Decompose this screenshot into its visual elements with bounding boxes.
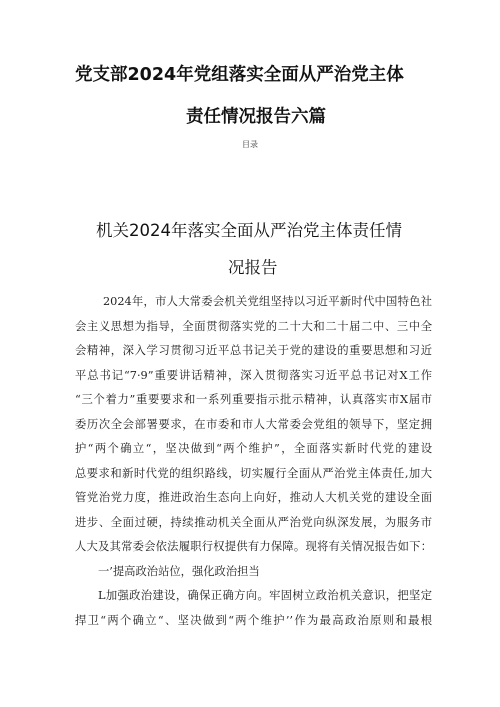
intro-paragraph-line: 2024年，市人大常委会机关党组坚持以习近平新时代中国特色社	[103, 295, 432, 308]
paragraph-2-line: 捍卫“两个确立“、坚决做到“两个维护’’作为最高政治原则和最根	[75, 613, 432, 627]
table-of-contents-label: 目录	[242, 140, 258, 149]
intro-paragraph-line: 平总书记“7·9”重要讲话精神，深入贯彻落实习近平总书记对X工作	[75, 368, 432, 382]
paragraph-2-line: L加强政治建设，确保正确方向。牢固树立政治机关意识，把坚定	[98, 589, 432, 602]
intro-paragraph-line: 管党治党力度，推进政治生态向上向好，推动人大机关党的建设全面	[75, 491, 432, 504]
intro-paragraph-line: “三个着力”重要要求和一系列重要指示批示精神，认真落实市X届市	[75, 393, 432, 406]
document-title-line-1: 党支部2024年党组落实全面从严治党主体	[75, 65, 404, 85]
body-text	[75, 290, 432, 633]
subheading-political-stance: 一’提高政治站位，强化政治担当	[98, 564, 260, 578]
intro-paragraph-line: 委历次全会部署要求，在市委和市人大常委会党组的领导下，坚定拥	[75, 417, 432, 431]
intro-paragraph-line: 护“两个确立“，坚决做到“两个维护”，全面落实新时代党的建设	[75, 442, 432, 455]
section-heading-line-2: 况报告	[228, 258, 278, 277]
section-heading-line-1: 机关2024年落实全面从严治党主体责任情	[96, 221, 402, 240]
intro-paragraph-line: 会主义思想为指导，全面贯彻落实党的二十大和二十届二中、三中全	[75, 319, 432, 333]
intro-paragraph-line: 会精神，深入学习贯彻习近平总书记关于党的建设的重要思想和习近	[75, 344, 432, 357]
intro-paragraph-line: 总要求和新时代党的组织路线，切实履行全面从严治党主体责任,加大	[75, 466, 432, 480]
intro-paragraph-line: 进步、全面过硬，持续推动机关全面从严治党向纵深发展，为服务市	[75, 515, 432, 529]
document-title-line-2: 责任情况报告六篇	[186, 107, 326, 127]
intro-paragraph-line: 人大及其常委会依法履职行权提供有力保障。现将有关情况报告如下：	[75, 540, 432, 553]
